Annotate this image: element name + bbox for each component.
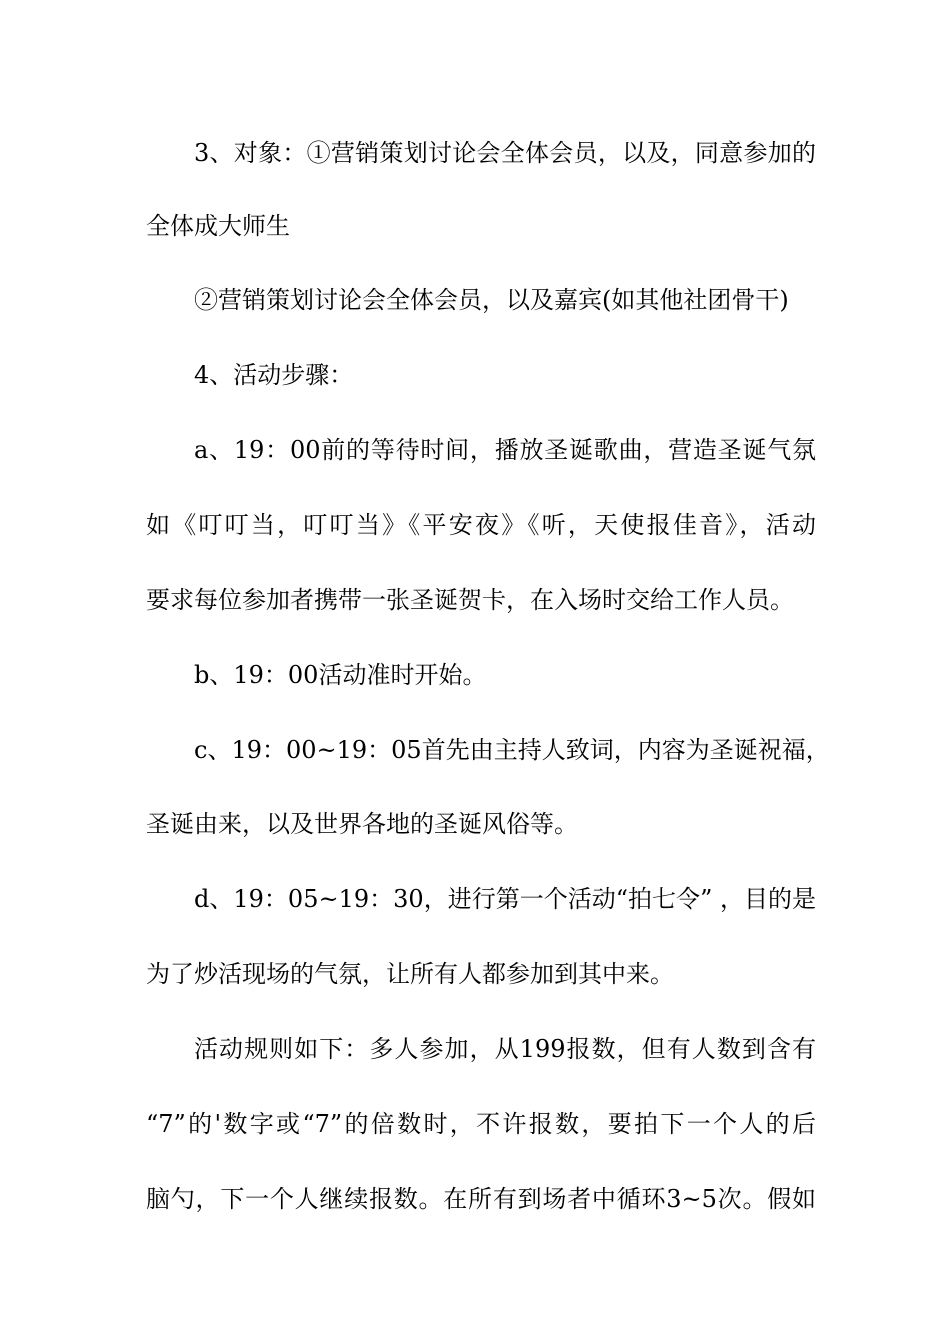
section-heading: 4、活动步骤： xyxy=(194,361,354,389)
paragraph-line: 活动规则如下：多人参加，从199报数，但有人数到含有 xyxy=(194,1035,816,1063)
paragraph-line: 全体成大师生 xyxy=(146,212,290,240)
paragraph-line: a、19：00前的等待时间，播放圣诞歌曲，营造圣诞气氛 xyxy=(194,436,816,464)
paragraph-line: b、19：00活动准时开始。 xyxy=(194,661,487,689)
paragraph-line: 如《叮叮当，叮叮当》《平安夜》《听，天使报佳音》，活动 xyxy=(146,511,816,539)
paragraph-line: ②营销策划讨论会全体会员，以及嘉宾(如其他社团骨干) xyxy=(194,286,789,314)
paragraph-line: d、19：05~19：30，进行第一个活动“拍七令” ，目的是 xyxy=(194,885,816,913)
paragraph-line: c、19：00~19：05首先由主持人致词，内容为圣诞祝福， xyxy=(194,736,830,764)
paragraph-line: 脑勺，下一个人继续报数。在所有到场者中循环3~5次。假如 xyxy=(146,1185,816,1213)
paragraph-line: 为了炒活现场的气氛，让所有人都参加到其中来。 xyxy=(146,960,674,988)
paragraph-line: 圣诞由来，以及世界各地的圣诞风俗等。 xyxy=(146,810,578,838)
paragraph-line: “7”的'数字或“7”的倍数时，不许报数，要拍下一个人的后 xyxy=(146,1110,816,1138)
paragraph-line: 3、对象：①营销策划讨论会全体会员，以及，同意参加的 xyxy=(194,139,816,167)
paragraph-line: 要求每位参加者携带一张圣诞贺卡，在入场时交给工作人员。 xyxy=(146,586,794,614)
